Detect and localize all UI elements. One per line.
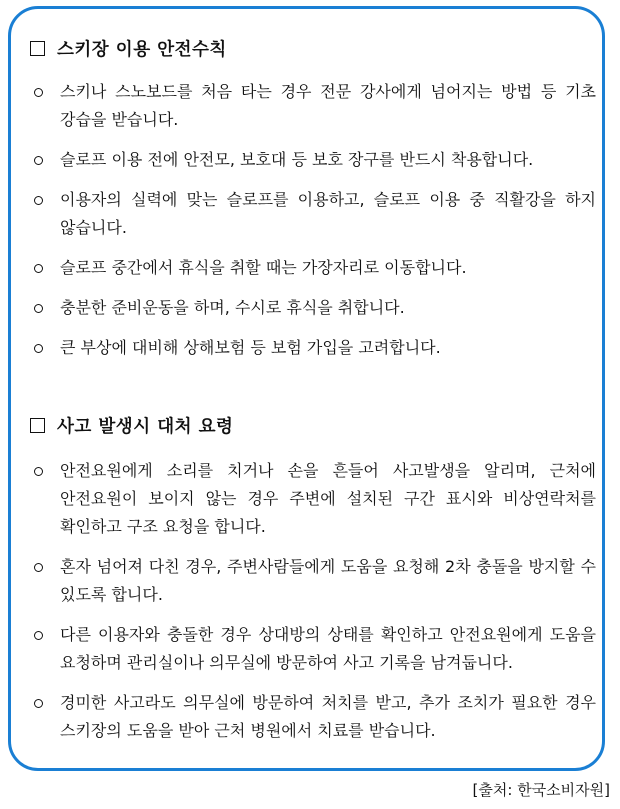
list-item [30,553,596,609]
circle-bullet-icon [34,344,43,353]
list-item [30,334,596,362]
circle-bullet-icon [34,88,43,97]
list-item [30,146,596,174]
item-text: 안전요원에게 소리를 치거나 손을 흔들어 사고발생을 알리며, 근처에 안전요원이 보이지 않는 경우 주변에 설치된 구간 표시와 비상연락처를 확인하고 구조 요청을 합니다. [60,461,596,536]
item-text: 이용자의 실력에 맞는 슬로프를 이용하고, 슬로프 이용 중 직활강을 하지 않습니다. [60,190,596,237]
list-item [30,78,596,134]
item-text: 충분한 준비운동을 하며, 수시로 휴식을 취합니다. [60,298,405,317]
section-heading [30,413,596,437]
rule-list [30,78,596,362]
circle-bullet-icon [34,467,43,476]
item-text: 슬로프 이용 전에 안전모, 보호대 등 보호 장구를 반드시 착용합니다. [60,150,534,169]
item-text: 슬로프 중간에서 휴식을 취할 때는 가장자리로 이동합니다. [60,258,467,277]
item-text: 경미한 사고라도 의무실에 방문하여 처치를 받고, 추가 조치가 필요한 경우 스키장의 도움을 받아 근처 병원에서 치료를 받습니다. [60,693,596,740]
response-list [30,457,596,745]
circle-bullet-icon [34,304,43,313]
accident-response-section [30,413,596,757]
section-heading [30,36,596,60]
checkbox-square-icon [30,41,45,56]
source-caption: [출처: 한국소비자원] [472,781,610,799]
section-title: 사고 발생시 대처 요령 [57,416,234,437]
safety-rules-section [30,36,596,374]
item-text: 스키나 스노보드를 처음 타는 경우 전문 강사에게 넘어지는 방법 등 기초 강습을 받습니다. [60,82,596,129]
circle-bullet-icon [34,699,43,708]
circle-bullet-icon [34,563,43,572]
list-item [30,689,596,745]
circle-bullet-icon [34,631,43,640]
list-item [30,186,596,242]
item-text: 다른 이용자와 충돌한 경우 상대방의 상태를 확인하고 안전요원에게 도움을 요청하며 관리실이나 의무실에 방문하여 사고 기록을 남겨둡니다. [60,625,596,672]
circle-bullet-icon [34,264,43,273]
section-title: 스키장 이용 안전수칙 [57,39,227,60]
item-text: 큰 부상에 대비해 상해보험 등 보험 가입을 고려합니다. [60,338,441,357]
item-text: 혼자 넘어져 다친 경우, 주변사람들에게 도움을 요청해 2차 충돌을 방지할 수 있도록 합니다. [60,557,596,604]
checkbox-square-icon [30,418,45,433]
list-item [30,254,596,282]
list-item [30,457,596,541]
list-item [30,294,596,322]
circle-bullet-icon [34,156,43,165]
circle-bullet-icon [34,196,43,205]
list-item [30,621,596,677]
